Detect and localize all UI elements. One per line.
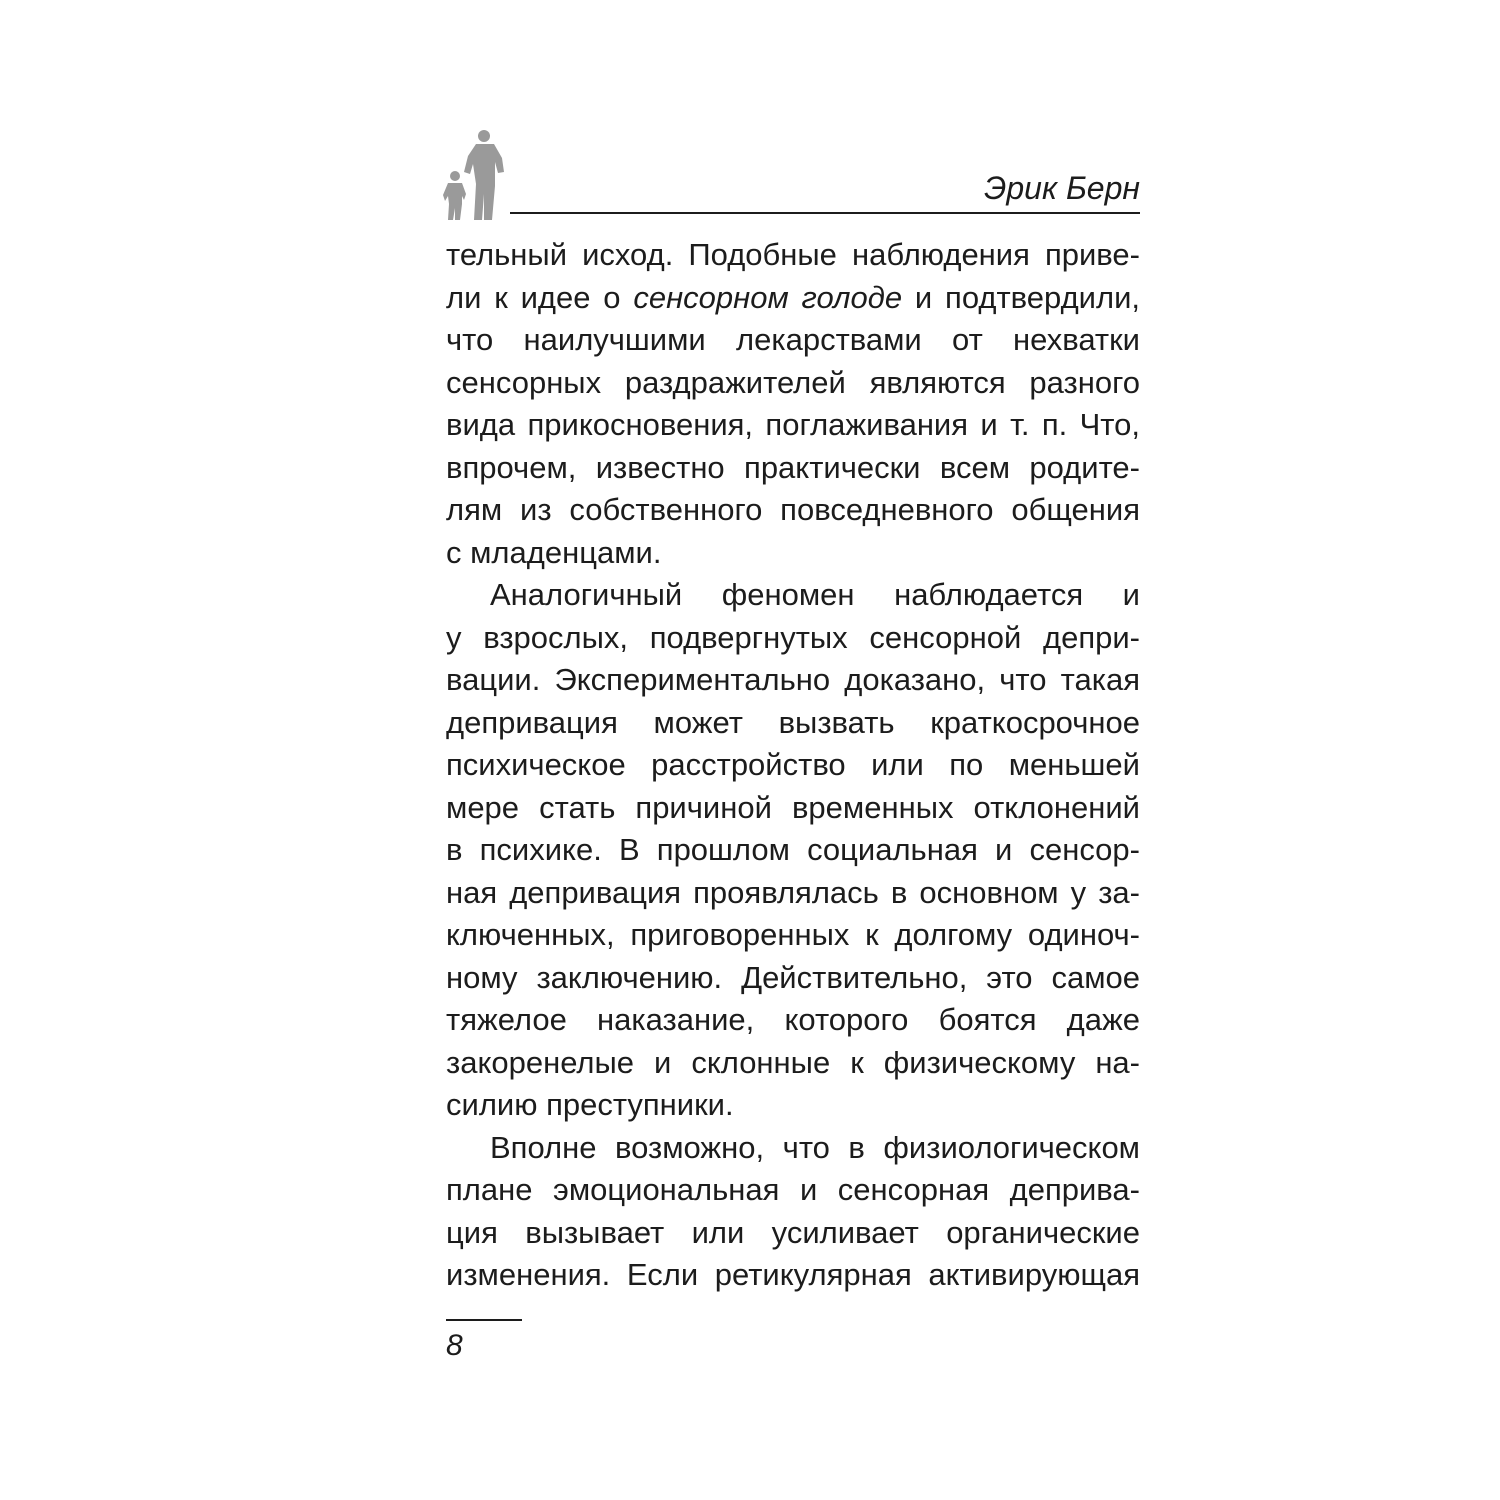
text-line: [446, 277, 1140, 320]
text-line: что наилучшими лекарствами от нехватки: [446, 322, 1140, 357]
body-text: [446, 234, 1140, 1297]
text-line: тяжелое наказание, которого боятся даже: [446, 1002, 1140, 1037]
text-fragment: ли к идее о: [446, 279, 634, 315]
text-line: в психике. В прошлом социальная и сенсор-: [446, 832, 1140, 867]
text-line: закоренелые и склонные к физическому на-: [446, 1044, 1140, 1080]
text-line: ная депривация проявлялась в основном у за-: [446, 874, 1140, 910]
text-line: ному заключению. Действительно, это самое: [446, 959, 1140, 995]
text-line: изменения. Если ретикулярная активирующая: [446, 1257, 1140, 1292]
page-number: 8: [446, 1329, 463, 1362]
running-header-author: Эрик Берн: [984, 170, 1140, 206]
text-line: лям из собственного повседневного общения: [446, 492, 1140, 527]
text-line: Аналогичный феномен наблюдается и: [490, 577, 1140, 612]
text-line: впрочем, известно практически всем родите-: [446, 449, 1140, 485]
text-line: Вполне возможно, что в физиологическом: [490, 1129, 1140, 1165]
emphasis-text: сенсорном голоде: [633, 279, 903, 315]
adult-and-child-silhouette-icon: [440, 128, 512, 224]
text-line: ключенных, приговоренных к долгому одиноч-: [446, 917, 1140, 952]
text-line: силию преступники.: [446, 1087, 734, 1122]
header-rule: [510, 212, 1140, 214]
text-fragment: и подтвердили,: [902, 279, 1140, 315]
text-line: ция вызывает или усиливает органические: [446, 1214, 1140, 1250]
text-line: мере стать причиной временных отклонений: [446, 789, 1140, 825]
text-line: вида прикосновения, поглаживания и т. п. Что,: [446, 407, 1140, 442]
text-line: плане эмоциональная и сенсорная деприва-: [446, 1172, 1140, 1207]
text-line: сенсорных раздражителей являются разного: [446, 364, 1140, 400]
text-line: депривация может вызвать краткосрочное: [446, 704, 1140, 740]
text-line: у взрослых, подвергнутых сенсорной депри-: [446, 619, 1140, 655]
text-line: вации. Экспериментально доказано, что такая: [446, 662, 1140, 697]
text-line: с младенцами.: [446, 534, 662, 570]
text-line: тельный исход. Подобные наблюдения приве-: [446, 237, 1140, 272]
footer-rule: [446, 1319, 522, 1321]
text-line: психическое расстройство или по меньшей: [446, 747, 1140, 782]
